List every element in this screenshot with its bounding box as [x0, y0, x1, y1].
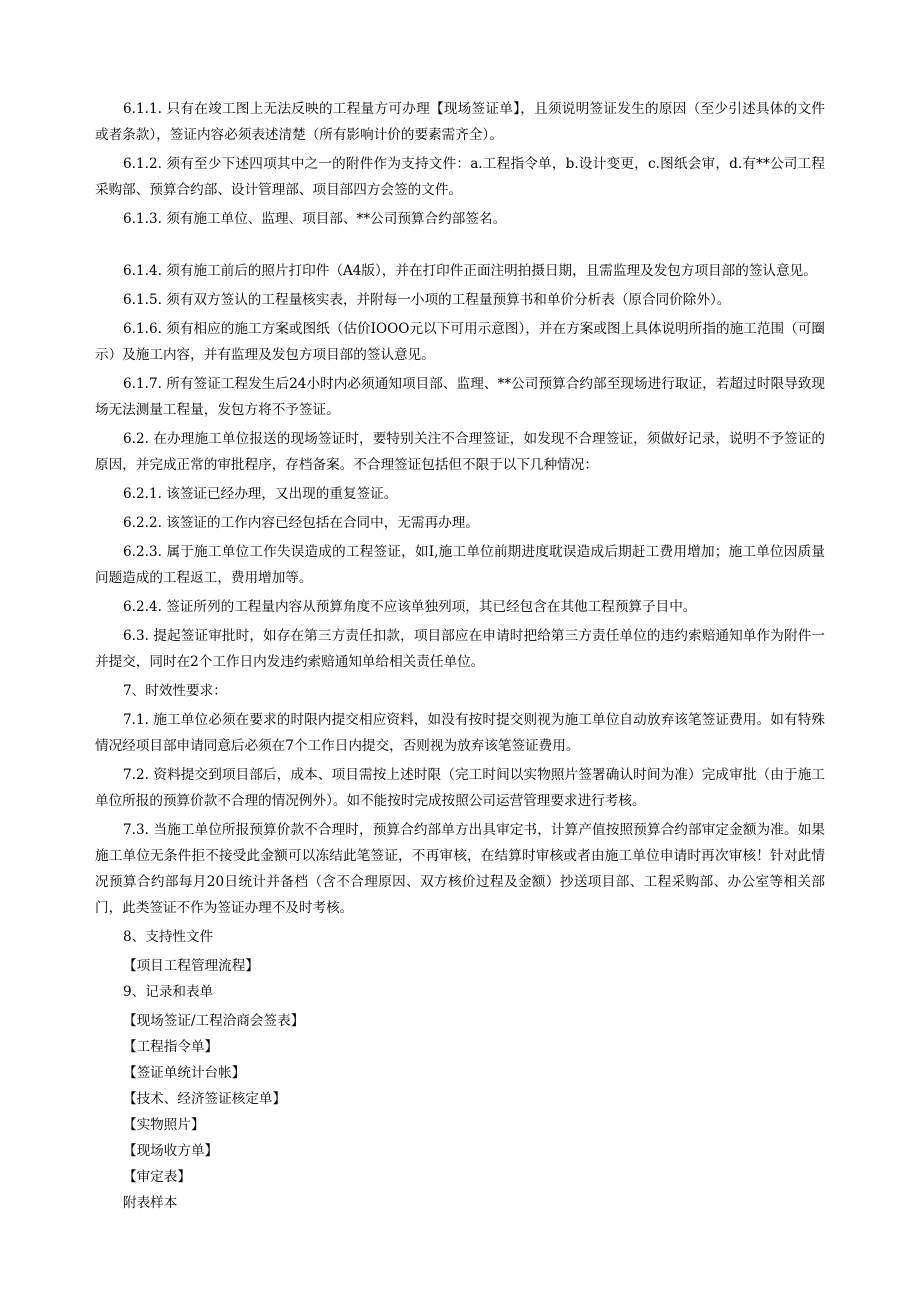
appendix-label: 附表样本 [123, 1195, 178, 1211]
section-8-heading: 8、支持性文件 [123, 929, 214, 945]
record-item: 【实物照片】 [123, 1117, 205, 1133]
paragraph-6-1-7: 6.1.7. 所有签证工程发生后24小时内必须通知项目部、监理、**公司预算合约部至现场进行取证，若超过时限导致现场无法测量工程量，发包方将不予签证。 [95, 376, 825, 418]
blank-line [95, 235, 825, 258]
record-item: 【工程指令单】 [123, 1039, 219, 1055]
record-item: 【现场签证/工程洽商会签表】 [123, 1013, 305, 1029]
paragraph-6-1-1: 6.1.1. 只有在竣工图上无法反映的工程量方可办理【现场签证单】，且须说明签证发生的原因（至少引述具体的文件或者条款），签证内容必须表述清楚（所有影响计价的要素需齐全）。 [95, 101, 825, 143]
section-7-heading: 7、时效性要求： [123, 683, 227, 699]
record-item: 【签证单统计台帐】 [123, 1065, 246, 1081]
section-9-heading: 9、记录和表单 [123, 984, 214, 1000]
document-page [95, 96, 825, 1219]
paragraph-7-2: 7.2. 资料提交到项目部后，成本、项目需按上述时限（完工时间以实物照片签署确认时间为准）完成审批（由于施工单位所报的预算价款不合理的情况例外）。如不能按时完成按照公司运营管理要求进行考核。 [95, 767, 825, 809]
paragraph-6-1-5: 6.1.5. 须有双方签认的工程量核实表，并附每一小项的工程量预算书和单价分析表（原合同价除外）。 [123, 292, 731, 308]
paragraph-6-1-3: 6.1.3. 须有施工单位、监理、项目部、**公司预算合约部签名。 [123, 211, 507, 227]
paragraph-6-2: 6.2. 在办理施工单位报送的现场签证时，要特别关注不合理签证，如发现不合理签证，须做好记录，说明不予签证的原因，并完成正常的审批程序，存档备案。不合理签证包括但不限于以下几种情况： [95, 431, 825, 473]
paragraph-6-2-2: 6.2.2. 该签证的工作内容已经包括在合同中，无需再办理。 [123, 515, 479, 531]
support-file-item: 【项目工程管理流程】 [123, 958, 259, 974]
record-item: 【技术、经济签证核定单】 [123, 1091, 287, 1107]
record-item: 【现场收方单】 [123, 1143, 219, 1159]
paragraph-6-1-6: 6.1.6. 须有相应的施工方案或图纸（估价IOOO元以下可用示意图），并在方案或图上具体说明所指的施工范围（可圈示）及施工内容，并有监理及发包方项目部的签认意见。 [95, 321, 825, 363]
paragraph-6-1-2: 6.1.2. 须有至少下述四项其中之一的附件作为支持文件：a.工程指令单，b.设计变更，c.图纸会审，d.有**公司工程采购部、预算合约部、设计管理部、项目部四方会签的文件。 [95, 156, 825, 198]
record-item: 【审定表】 [123, 1169, 191, 1185]
paragraph-6-1-4: 6.1.4. 须有施工前后的照片打印件（A4版），并在打印件正面注明拍摄日期，且需监理及发包方项目部的签认意见。 [123, 263, 817, 279]
paragraph-6-2-4: 6.2.4. 签证所列的工程量内容从预算角度不应该单独列项，其已经包含在其他工程预算子目中。 [123, 599, 697, 615]
paragraph-7-1: 7.1. 施工单位必须在要求的时限内提交相应资料，如没有按时提交则视为施工单位自动放弃该笔签证费用。如有特殊情况经项目部申请同意后必须在7个工作日内提交，否则视为放弃该笔签证费用。 [95, 712, 825, 754]
paragraph-7-3: 7.3. 当施工单位所报预算价款不合理时，预算合约部单方出具审定书，计算产值按照预算合约部审定金额为准。如果施工单位无条件拒不接受此金额可以冻结此笔签证，不再审核，在结算时审核或者由施工单位申请时再次审核！针对此情况预算合约部每月20日统计并备档（含不合理原因、双方核价过程及金额）抄送项目部、工程采购部、办公室等相关部门，此类签证不作为签证办理不及时考核。 [95, 822, 825, 916]
paragraph-6-2-3: 6.2.3. 属于施工单位工作失误造成的工程签证，如I,施工单位前期进度耽误造成后期赶工费用增加；施工单位因质量问题造成的工程返工，费用增加等。 [95, 544, 825, 586]
paragraph-6-3: 6.3. 提起签证审批时，如存在第三方责任扣款，项目部应在申请时把给第三方责任单位的违约索赔通知单作为附件一并提交，同时在2个工作日内发违约索赔通知单给相关责任单位。 [95, 628, 825, 670]
paragraph-6-2-1: 6.2.1. 该签证已经办理，又出现的重复签证。 [123, 486, 398, 502]
